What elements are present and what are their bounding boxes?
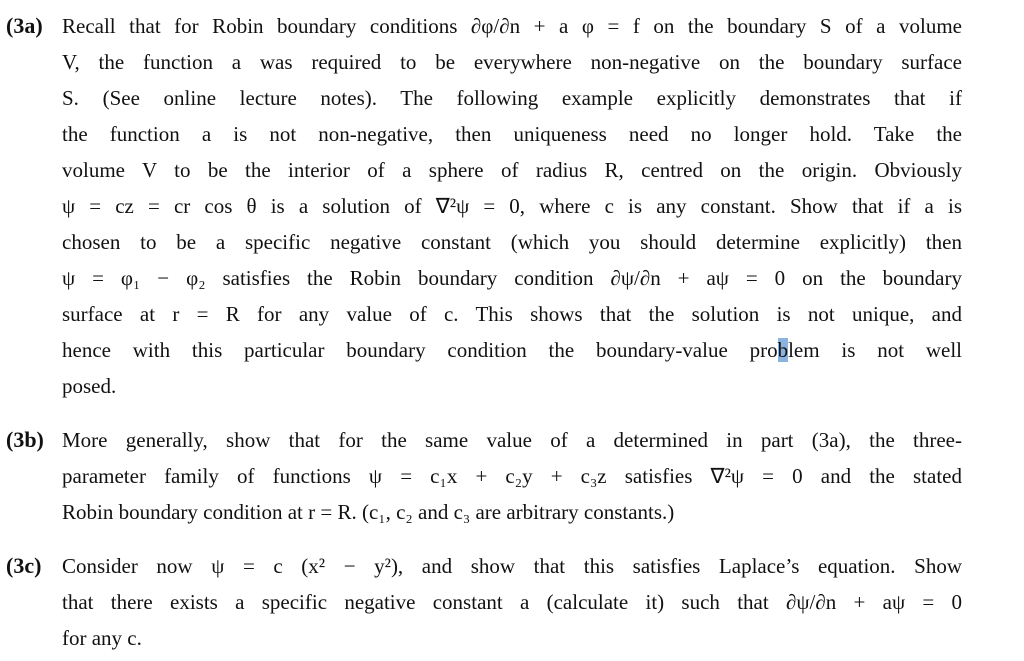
- problem-body: [62, 422, 962, 530]
- text-line: Robin boundary condition at r = R. (c₁, c₂ and c₃ are arbitrary constants.): [62, 500, 675, 524]
- problem-body: [62, 548, 962, 656]
- text-line: ψ = cz = cr cos θ is a solution of ∇²ψ = 0, where c is any constant. Show that if a is: [62, 194, 962, 218]
- text-after-selection: lem is not well: [788, 338, 962, 362]
- text-line: parameter family of functions ψ = c₁x + c₂y + c₃z satisfies ∇²ψ = 0 and the stated: [62, 464, 962, 488]
- text-line: the function a is not non-negative, then uniqueness need no longer hold. Take the: [62, 122, 962, 146]
- text-line: Recall that for Robin boundary conditions ∂φ/∂n + a φ = f on the boundary S of a volume: [62, 14, 962, 38]
- text-line: volume V to be the interior of a sphere of radius R, centred on the origin. Obviously: [62, 158, 962, 182]
- text-line: ψ = φ₁ − φ₂ satisfies the Robin boundary condition ∂ψ/∂n + aψ = 0 on the boundary: [62, 266, 962, 290]
- problem-body: [62, 8, 962, 404]
- text-before-selection: hence with this particular boundary condition the boundary-value pro: [62, 338, 778, 362]
- text-selection-highlight[interactable]: b: [777, 338, 789, 362]
- text-line: surface at r = R for any value of c. This shows that the solution is not unique, and: [62, 302, 962, 326]
- problem-label: (3b): [6, 427, 44, 452]
- text-line: that there exists a specific negative constant a (calculate it) such that ∂ψ/∂n + aψ = 0: [62, 590, 962, 614]
- text-line: More generally, show that for the same value of a determined in part (3a), the three-: [62, 428, 962, 452]
- text-line: V, the function a was required to be everywhere non-negative on the boundary surface: [62, 50, 962, 74]
- text-line: Consider now ψ = c (x² − y²), and show that this satisfies Laplace’s equation. Show: [62, 554, 962, 578]
- text-line-with-selection[interactable]: [62, 332, 962, 368]
- text-line: S. (See online lecture notes). The following example explicitly demonstrates that if: [62, 86, 962, 110]
- text-line: posed.: [62, 374, 117, 398]
- text-line: chosen to be a specific negative constant (which you should determine explicitly) then: [62, 230, 962, 254]
- problem-label: (3a): [6, 13, 43, 38]
- text-line: for any c.: [62, 626, 142, 650]
- problem-label: (3c): [6, 553, 42, 578]
